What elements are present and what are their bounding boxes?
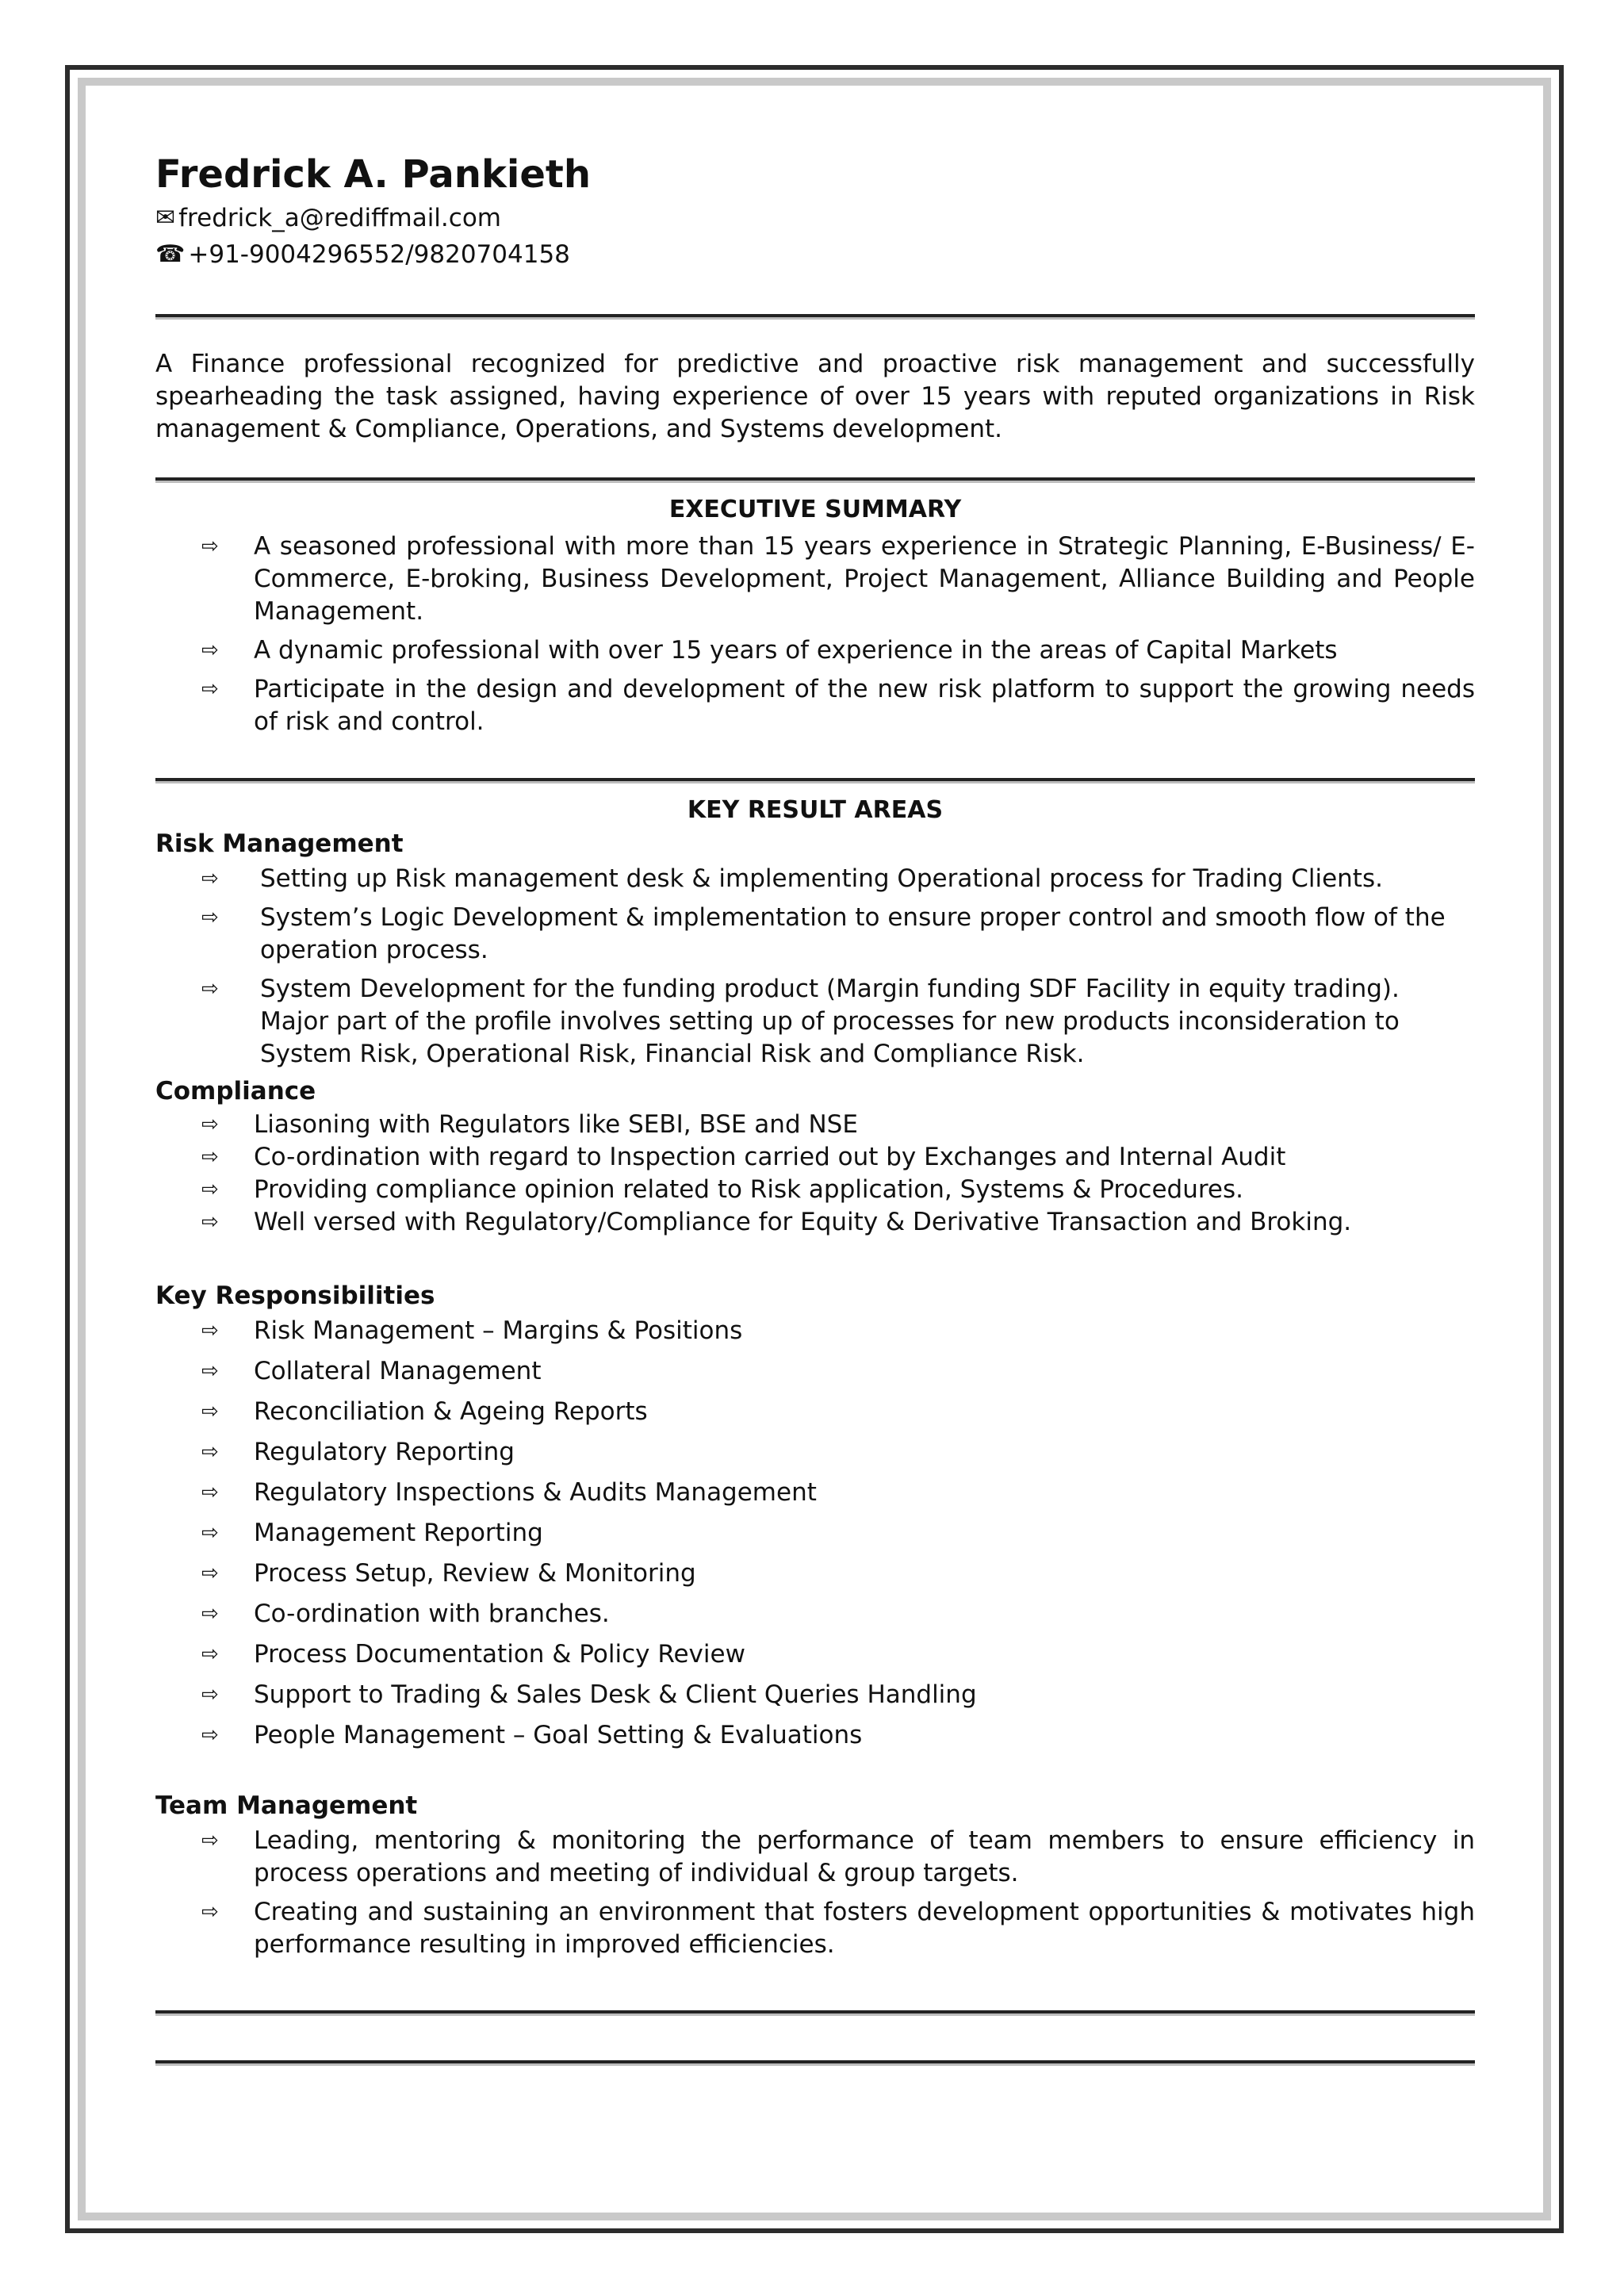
team-management-title: Team Management: [155, 1791, 418, 1820]
list-item: ⇨ Well versed with Regulatory/Compliance for Equity & Derivative Transaction and Broking.: [155, 1206, 1475, 1239]
arrow-bullet-icon: ⇨: [201, 1602, 219, 1626]
envelope-icon: ✉: [155, 204, 176, 232]
arrow-bullet-icon: ⇨: [201, 1359, 219, 1383]
team-management-list: [155, 1825, 1475, 1961]
key-responsibilities-title: Key Responsibilities: [155, 1282, 435, 1310]
email-text: fredrick_a@rediffmail.com: [178, 204, 501, 232]
arrow-bullet-icon: ⇨: [201, 534, 219, 558]
list-item: ⇨ Co-ordination with branches.: [155, 1598, 1475, 1630]
risk-management-list: [155, 863, 1475, 1071]
arrow-bullet-icon: ⇨: [201, 1210, 219, 1234]
list-item: ⇨ Regulatory Inspections & Audits Management: [155, 1477, 1475, 1509]
arrow-bullet-icon: ⇨: [201, 1319, 219, 1343]
section-divider: [155, 477, 1475, 483]
arrow-bullet-icon: ⇨: [201, 1440, 219, 1464]
arrow-bullet-icon: ⇨: [201, 1900, 219, 1924]
list-item: ⇨ Co-ordination with regard to Inspection carried out by Exchanges and Internal Audit: [155, 1141, 1475, 1174]
risk-management-title: Risk Management: [155, 829, 404, 858]
candidate-name: Fredrick A. Pankieth: [155, 152, 591, 197]
executive-summary-title: EXECUTIVE SUMMARY: [668, 496, 962, 523]
phone-line: [155, 236, 1475, 273]
list-item: ⇨ System’s Logic Development & implementation to ensure proper control and smooth flow of the operation process.: [201, 903, 1446, 964]
arrow-bullet-icon: ⇨: [201, 977, 219, 1001]
telephone-icon: ☎: [155, 240, 186, 268]
arrow-bullet-icon: ⇨: [201, 1829, 219, 1852]
list-item: ⇨ Support to Trading & Sales Desk & Client Queries Handling: [155, 1679, 1475, 1711]
list-item: ⇨ Setting up Risk management desk & implementing Operational process for Trading Clients.: [155, 863, 1475, 895]
arrow-bullet-icon: ⇨: [201, 1683, 219, 1707]
arrow-bullet-icon: ⇨: [201, 1481, 219, 1504]
arrow-bullet-icon: ⇨: [201, 1521, 219, 1545]
section-divider: [155, 778, 1475, 784]
arrow-bullet-icon: ⇨: [201, 906, 219, 929]
email-line: [155, 200, 1475, 236]
list-item: ⇨ Liasoning with Regulators like SEBI, BSE and NSE: [155, 1109, 1475, 1141]
list-item: ⇨ Reconciliation & Ageing Reports: [155, 1396, 1475, 1428]
list-item: ⇨ Regulatory Reporting: [155, 1436, 1475, 1469]
arrow-bullet-icon: ⇨: [201, 1113, 219, 1136]
key-result-areas-title: KEY RESULT AREAS: [687, 796, 944, 824]
list-item: ⇨ Process Setup, Review & Monitoring: [155, 1557, 1475, 1590]
profile-summary: A Finance professional recognized for predictive and proactive risk management and successfully spearheading the task assigned, having experience of over 15 years with reputed organizations in Risk management & Compliance, Operations, and Systems development.: [155, 350, 1475, 443]
list-item: ⇨ Participate in the design and development of the new risk platform to support the growing needs of risk and control.: [201, 675, 1475, 736]
arrow-bullet-icon: ⇨: [201, 867, 219, 891]
list-item: ⇨ Collateral Management: [155, 1355, 1475, 1388]
list-item: ⇨ A seasoned professional with more than 15 years experience in Strategic Planning, E-Business/ E-Commerce, E-broking, Business Development, Project Management, Alliance Building and People Management.: [201, 532, 1475, 626]
compliance-list: [155, 1109, 1475, 1239]
executive-summary-list: [155, 531, 1475, 738]
arrow-bullet-icon: ⇨: [201, 638, 219, 662]
key-responsibilities-list: [155, 1315, 1475, 1752]
section-divider: [155, 314, 1475, 320]
list-item: ⇨ A dynamic professional with over 15 years of experience in the areas of Capital Markets: [155, 634, 1475, 667]
arrow-bullet-icon: ⇨: [201, 1561, 219, 1585]
list-item: ⇨ Leading, mentoring & monitoring the performance of team members to ensure efficiency in process operations and meeting of individual & group targets.: [201, 1826, 1475, 1887]
arrow-bullet-icon: ⇨: [201, 1400, 219, 1423]
list-item: ⇨ System Development for the funding product (Margin funding SDF Facility in equity trading). Major part of the profile involves setting up of processes for new products inconsideration to System Risk, Operational Risk, Financial Risk and Compliance Risk.: [201, 975, 1400, 1068]
section-divider: [155, 2010, 1475, 2016]
arrow-bullet-icon: ⇨: [201, 1642, 219, 1666]
resume-page: [155, 151, 1475, 2066]
arrow-bullet-icon: ⇨: [201, 1723, 219, 1747]
list-item: ⇨ Creating and sustaining an environment that fosters development opportunities & motivates high performance resulting in improved efficiencies.: [201, 1898, 1475, 1959]
section-divider: [155, 2060, 1475, 2066]
arrow-bullet-icon: ⇨: [201, 1178, 219, 1201]
arrow-bullet-icon: ⇨: [201, 677, 219, 701]
list-item: ⇨ Management Reporting: [155, 1517, 1475, 1550]
phone-text: +91-9004296552/9820704158: [188, 240, 570, 269]
list-item: ⇨ Process Documentation & Policy Review: [155, 1638, 1475, 1671]
list-item: ⇨ Risk Management – Margins & Positions: [155, 1315, 1475, 1347]
list-item: ⇨ Providing compliance opinion related to Risk application, Systems & Procedures.: [155, 1174, 1475, 1206]
list-item: ⇨ People Management – Goal Setting & Evaluations: [155, 1719, 1475, 1752]
arrow-bullet-icon: ⇨: [201, 1145, 219, 1169]
compliance-title: Compliance: [155, 1077, 316, 1105]
